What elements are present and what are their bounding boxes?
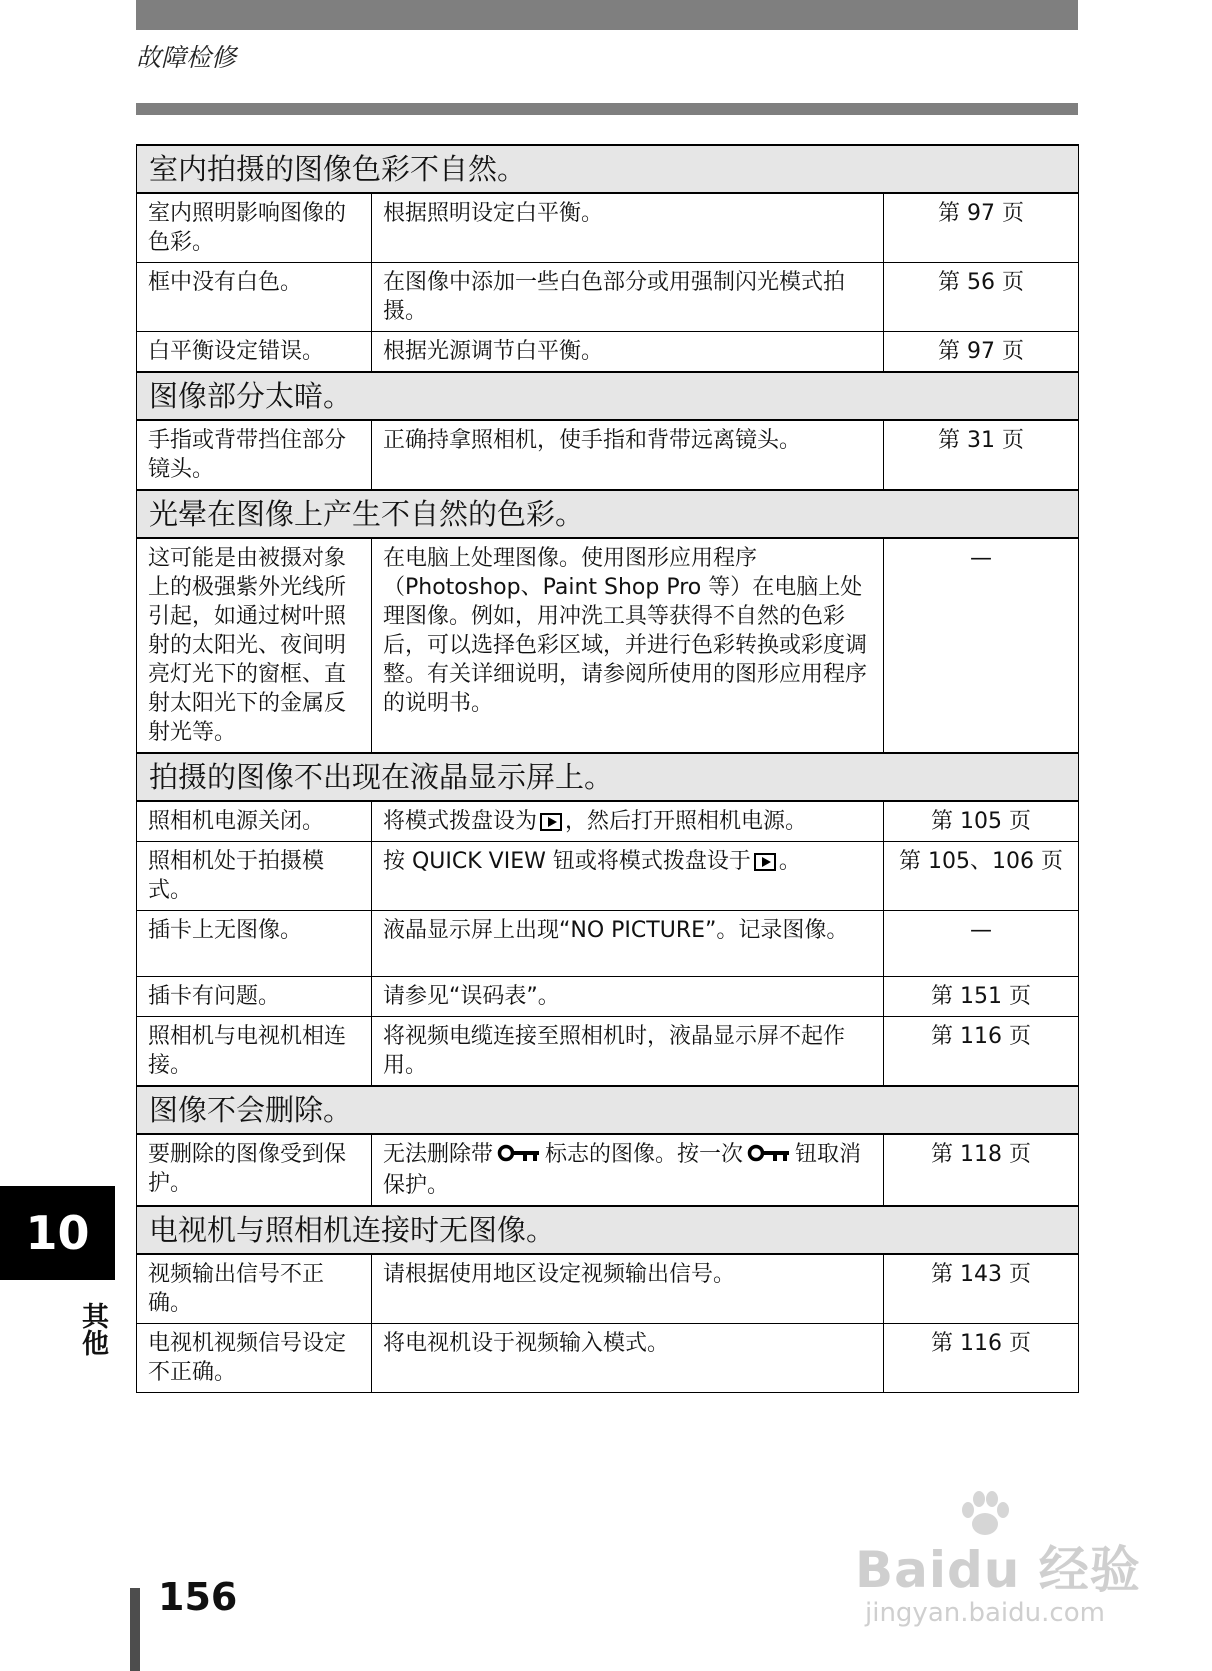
solution-cell: 请参见“误码表”。 (372, 977, 884, 1017)
protect-key-icon (497, 1142, 541, 1171)
page-number-bar (130, 1588, 140, 1671)
cause-cell: 视频输出信号不正确。 (137, 1254, 372, 1324)
cause-cell: 室内照明影响图像的色彩。 (137, 193, 372, 263)
cause-cell: 照相机处于拍摄模式。 (137, 842, 372, 911)
solution-cell: 将电视机设于视频输入模式。 (372, 1324, 884, 1393)
group-title: 室内拍摄的图像色彩不自然。 (137, 145, 1079, 193)
solution-text: 。 (778, 849, 801, 874)
cause-cell: 这可能是由被摄对象上的极强紫外光线所引起，如通过树叶照射的太阳光、夜间明亮灯光下的窗框、直射太阳光下的金属反射光等。 (137, 538, 372, 753)
group-header (137, 753, 1079, 801)
group-title: 电视机与照相机连接时无图像。 (137, 1206, 1079, 1254)
cause-cell: 要删除的图像受到保护。 (137, 1134, 372, 1206)
page-ref-cell: 第 118 页 (884, 1134, 1079, 1206)
page-ref-cell: 第 105 页 (884, 801, 1079, 842)
page-ref-cell: 第 105、106 页 (884, 842, 1079, 911)
group-header (137, 1086, 1079, 1134)
table-row (137, 801, 1079, 842)
page-number: 156 (158, 1575, 238, 1619)
solution-cell: 请根据使用地区设定视频输出信号。 (372, 1254, 884, 1324)
page-ref-cell: 第 97 页 (884, 332, 1079, 373)
group-header (137, 1206, 1079, 1254)
solution-cell: 正确持拿照相机，使手指和背带远离镜头。 (372, 420, 884, 490)
group-header (137, 372, 1079, 420)
table-row (137, 1134, 1079, 1206)
play-mode-icon (540, 813, 562, 831)
solution-text: ，然后打开照相机电源。 (565, 809, 808, 834)
solution-text: 无法删除带 (383, 1142, 494, 1167)
page-ref-cell: 第 56 页 (884, 263, 1079, 332)
table-row (137, 977, 1079, 1017)
page-ref-cell: 第 116 页 (884, 1324, 1079, 1393)
solution-cell: 液晶显示屏上出现“NO PICTURE”。记录图像。 (372, 911, 884, 977)
header-bar (136, 0, 1078, 30)
section-title: 故障检修 (136, 43, 237, 72)
watermark-brand: Baidu 经验 (855, 1541, 1141, 1599)
cause-cell: 电视机视频信号设定不正确。 (137, 1324, 372, 1393)
table-row (137, 1017, 1079, 1087)
table-row (137, 1324, 1079, 1393)
solution-text: 标志的图像。按一次 (545, 1142, 744, 1167)
cause-cell: 照相机与电视机相连接。 (137, 1017, 372, 1087)
solution-text: 按 QUICK VIEW 钮或将模式拨盘设于 (383, 849, 751, 874)
cause-cell: 照相机电源关闭。 (137, 801, 372, 842)
page-ref-cell: 第 143 页 (884, 1254, 1079, 1324)
table-row (137, 420, 1079, 490)
page-ref-cell: 第 116 页 (884, 1017, 1079, 1087)
page-ref-cell: — (884, 538, 1079, 753)
chapter-tab: 10 (0, 1186, 115, 1280)
table-row (137, 193, 1079, 263)
page-ref-cell: 第 97 页 (884, 193, 1079, 263)
cause-cell: 手指或背带挡住部分镜头。 (137, 420, 372, 490)
solution-cell (372, 801, 884, 842)
troubleshooting-table (136, 144, 1079, 1393)
chapter-label: 其他 (77, 1302, 108, 1356)
table-row (137, 263, 1079, 332)
solution-cell: 将视频电缆连接至照相机时，液晶显示屏不起作用。 (372, 1017, 884, 1087)
solution-cell: 根据照明设定白平衡。 (372, 193, 884, 263)
solution-text: 将模式拨盘设为 (383, 809, 538, 834)
group-header (137, 145, 1079, 193)
cause-cell: 插卡有问题。 (137, 977, 372, 1017)
group-title: 拍摄的图像不出现在液晶显示屏上。 (137, 753, 1079, 801)
cause-cell: 插卡上无图像。 (137, 911, 372, 977)
solution-cell: 在电脑上处理图像。使用图形应用程序（Photoshop、Paint Shop Pro 等）在电脑上处理图像。例如，用冲洗工具等获得不自然的色彩后，可以选择色彩区域，并进行色彩转换或彩度调整。有关详细说明，请参阅所使用的图形应用程序的说明书。 (372, 538, 884, 753)
watermark-url: jingyan.baidu.com (865, 1598, 1105, 1628)
cause-cell: 白平衡设定错误。 (137, 332, 372, 373)
group-header (137, 490, 1079, 538)
solution-text: 钮取消保护。 (383, 1142, 862, 1198)
cause-cell: 框中没有白色。 (137, 263, 372, 332)
page-ref-cell: — (884, 911, 1079, 977)
solution-cell (372, 1134, 884, 1206)
play-mode-icon (754, 853, 776, 871)
solution-cell: 根据光源调节白平衡。 (372, 332, 884, 373)
page-ref-cell: 第 151 页 (884, 977, 1079, 1017)
solution-cell (372, 842, 884, 911)
group-title: 图像不会删除。 (137, 1086, 1079, 1134)
solution-cell: 在图像中添加一些白色部分或用强制闪光模式拍摄。 (372, 263, 884, 332)
group-title: 图像部分太暗。 (137, 372, 1079, 420)
header-divider (136, 103, 1078, 115)
table-row (137, 332, 1079, 373)
page-ref-cell: 第 31 页 (884, 420, 1079, 490)
table-row (137, 538, 1079, 753)
protect-key-icon (747, 1142, 791, 1171)
group-title: 光晕在图像上产生不自然的色彩。 (137, 490, 1079, 538)
table-row (137, 911, 1079, 977)
watermark (855, 1490, 1145, 1640)
table-row (137, 842, 1079, 911)
table-row (137, 1254, 1079, 1324)
